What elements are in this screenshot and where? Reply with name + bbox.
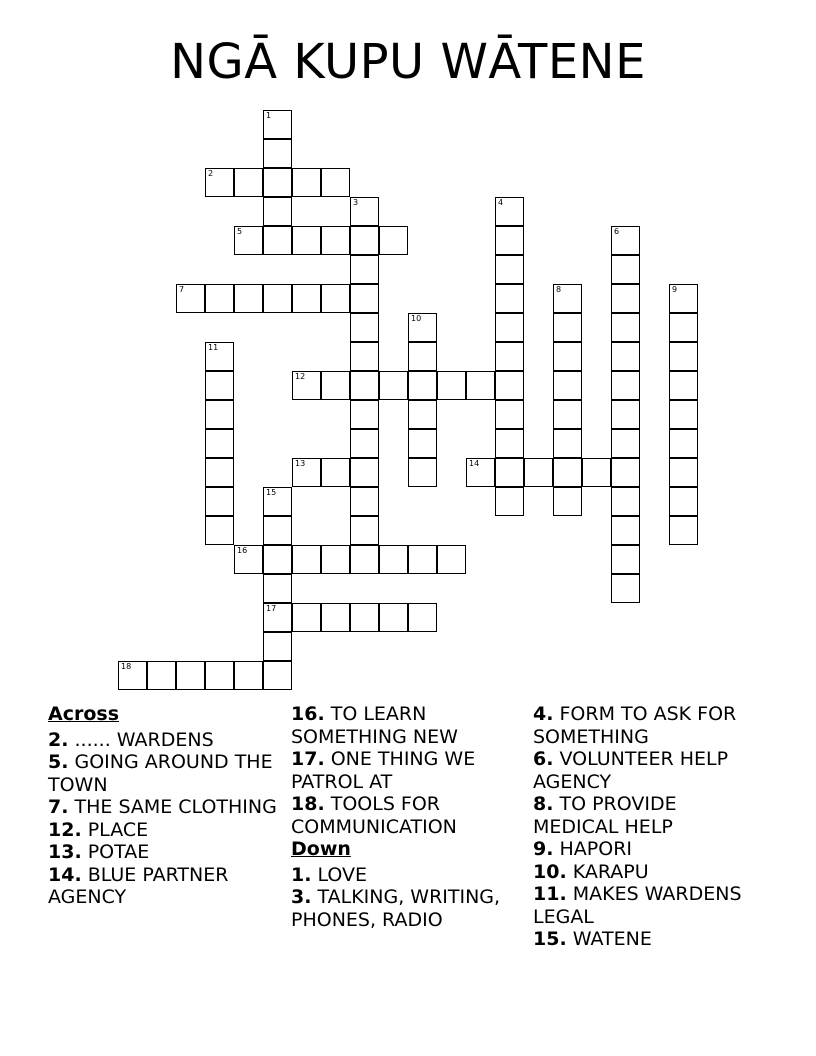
clue-item-text: WATENE [572,928,652,950]
grid-cell[interactable] [350,313,379,342]
grid-cell[interactable] [292,226,321,255]
grid-cell[interactable] [408,458,437,487]
clue-item-number: 7. [48,796,69,818]
grid-cell[interactable] [263,284,292,313]
grid-cell[interactable] [611,226,640,255]
grid-cell[interactable] [350,371,379,400]
clue-number: 3 [353,198,359,207]
clues-heading: Down [291,838,351,860]
grid-cell[interactable] [495,400,524,429]
clue-item [533,748,768,793]
clue-item-text: GOING AROUND THE TOWN [48,751,273,796]
clue-item [291,793,526,838]
grid-cell[interactable] [379,226,408,255]
clue-item [533,793,768,838]
grid-cell[interactable] [495,284,524,313]
clue-item [533,838,768,861]
grid-cell[interactable] [205,371,234,400]
grid-cell[interactable] [466,371,495,400]
grid-cell[interactable] [495,487,524,516]
grid-cell[interactable] [553,487,582,516]
grid-cell[interactable] [176,661,205,690]
grid-cell[interactable] [205,661,234,690]
grid-cell[interactable] [350,342,379,371]
grid-cell[interactable] [205,516,234,545]
grid-cell[interactable] [553,371,582,400]
grid-cell[interactable] [437,371,466,400]
grid-cell[interactable] [263,661,292,690]
grid-cell[interactable] [350,429,379,458]
grid-cell[interactable] [292,284,321,313]
grid-cell[interactable] [408,400,437,429]
clue-item-number: 1. [291,863,312,886]
clue-number: 6 [614,227,620,236]
clue-item-number: 3. [291,886,312,908]
clue-item-number: 4. [533,703,554,725]
grid-cell[interactable] [350,255,379,284]
grid-cell[interactable] [495,371,524,400]
clue-column-2 [291,703,526,931]
grid-cell[interactable] [553,429,582,458]
grid-cell[interactable] [495,226,524,255]
grid-cell[interactable] [669,400,698,429]
puzzle-title: NGĀ KUPU WĀTENE [170,34,646,90]
clue-item-number: 13. [48,841,82,863]
clue-number: 7 [179,285,185,294]
clue-number: 12 [295,372,306,381]
grid-cell[interactable] [350,487,379,516]
grid-cell[interactable] [553,458,582,487]
grid-cell[interactable] [234,168,263,197]
clue-item-number: 14. [48,863,82,886]
grid-cell[interactable] [611,342,640,371]
clue-item-number: 17. [291,748,325,770]
clue-number: 13 [295,459,306,468]
grid-cell[interactable] [321,545,350,574]
grid-cell[interactable] [234,284,263,313]
clue-item [48,819,283,842]
grid-cell[interactable] [408,603,437,632]
grid-cell[interactable] [321,284,350,313]
grid-cell[interactable] [350,197,379,226]
grid-cell[interactable] [321,226,350,255]
grid-cell[interactable] [669,458,698,487]
grid-cell[interactable] [495,197,524,226]
clue-item-text: FORM TO ASK FOR SOMETHING [533,703,737,748]
clue-number: 11 [208,343,219,352]
grid-cell[interactable] [669,371,698,400]
grid-cell[interactable] [321,458,350,487]
clue-column-1 [48,703,283,909]
grid-cell[interactable] [408,313,437,342]
grid-cell[interactable] [234,545,263,574]
grid-cell[interactable] [263,197,292,226]
grid-cell[interactable] [350,603,379,632]
clue-item-text: POTAE [87,841,150,863]
grid-cell[interactable] [553,313,582,342]
grid-cell[interactable] [205,487,234,516]
grid-cell[interactable] [263,110,292,139]
clue-item-text: VOLUNTEER HELP AGENCY [533,748,729,793]
grid-cell[interactable] [263,168,292,197]
clue-item-number: 2. [48,728,69,751]
grid-cell[interactable] [611,400,640,429]
clue-number: 10 [411,314,422,323]
grid-cell[interactable] [292,458,321,487]
clue-item [533,861,768,884]
grid-cell[interactable] [611,545,640,574]
clue-item [533,883,768,928]
grid-cell[interactable] [350,226,379,255]
grid-cell[interactable] [553,400,582,429]
grid-cell[interactable] [350,545,379,574]
clue-item [291,886,526,931]
grid-cell[interactable] [611,574,640,603]
clue-item-number: 15. [533,928,567,950]
grid-cell[interactable] [495,255,524,284]
grid-cell[interactable] [553,342,582,371]
clue-item [48,864,283,909]
grid-cell[interactable] [263,632,292,661]
clue-item [291,703,526,748]
clue-item-text: HAPORI [559,838,633,860]
grid-cell[interactable] [205,458,234,487]
clue-item [48,751,283,796]
grid-cell[interactable] [669,516,698,545]
grid-cell[interactable] [292,545,321,574]
grid-cell[interactable] [321,371,350,400]
grid-cell[interactable] [379,545,408,574]
clue-item [48,796,283,819]
clue-number: 4 [498,198,504,207]
clue-item-text: KARAPU [572,860,649,883]
grid-cell[interactable] [495,429,524,458]
clue-item [533,928,768,951]
grid-cell[interactable] [205,342,234,371]
grid-cell[interactable] [176,284,205,313]
clue-number: 17 [266,604,277,613]
clue-number: 2 [208,169,214,178]
grid-cell[interactable] [611,458,640,487]
grid-cell[interactable] [263,226,292,255]
clue-number: 16 [237,546,248,555]
grid-cell[interactable] [611,487,640,516]
grid-cell[interactable] [408,342,437,371]
grid-cell[interactable] [350,400,379,429]
grid-cell[interactable] [408,371,437,400]
grid-cell[interactable] [263,603,292,632]
grid-cell[interactable] [553,284,582,313]
grid-cell[interactable] [379,371,408,400]
clue-item-number: 8. [533,793,554,815]
grid-cell[interactable] [466,458,495,487]
grid-cell[interactable] [205,284,234,313]
grid-cell[interactable] [321,168,350,197]
grid-cell[interactable] [234,226,263,255]
grid-cell[interactable] [205,168,234,197]
clue-item-number: 10. [533,860,567,883]
clue-number: 5 [237,227,243,236]
clue-item-text: MAKES WARDENS LEGAL [533,883,742,928]
clue-number: 15 [266,488,277,497]
grid-cell[interactable] [495,313,524,342]
clue-number: 14 [469,459,480,468]
clue-item [48,729,283,752]
grid-cell[interactable] [263,139,292,168]
clue-column-3 [533,703,768,951]
clue-item-text: THE SAME CLOTHING [74,796,277,818]
grid-cell[interactable] [350,516,379,545]
grid-cell[interactable] [611,255,640,284]
clue-number: 1 [266,111,272,120]
grid-cell[interactable] [669,313,698,342]
grid-cell[interactable] [263,574,292,603]
clue-item-number: 9. [533,838,554,860]
grid-cell[interactable] [669,284,698,313]
grid-cell[interactable] [292,603,321,632]
clue-item-number: 18. [291,793,325,815]
grid-cell[interactable] [495,458,524,487]
grid-cell[interactable] [263,516,292,545]
grid-cell[interactable] [321,603,350,632]
grid-cell[interactable] [611,313,640,342]
grid-cell[interactable] [611,429,640,458]
grid-cell[interactable] [495,342,524,371]
clue-item-number: 12. [48,818,82,841]
grid-cell[interactable] [350,458,379,487]
grid-cell[interactable] [292,371,321,400]
grid-cell[interactable] [408,545,437,574]
clue-item-number: 16. [291,703,325,725]
clue-item-text: ...... WARDENS [74,728,214,751]
clue-item [291,864,526,887]
grid-cell[interactable] [669,342,698,371]
grid-cell[interactable] [669,487,698,516]
clue-item [291,748,526,793]
grid-cell[interactable] [379,603,408,632]
grid-cell[interactable] [263,545,292,574]
clue-item-text: TALKING, WRITING, PHONES, RADIO [291,886,501,931]
grid-cell[interactable] [524,458,553,487]
clue-item-text: TO PROVIDE MEDICAL HELP [533,793,677,838]
grid-cell[interactable] [118,661,147,690]
clue-number: 8 [556,285,562,294]
grid-cell[interactable] [582,458,611,487]
grid-cell[interactable] [611,371,640,400]
clue-item-number: 5. [48,751,69,773]
clues-heading: Across [48,703,120,725]
grid-cell[interactable] [611,516,640,545]
grid-cell[interactable] [669,429,698,458]
clue-item-text: BLUE PARTNER AGENCY [48,863,229,908]
clue-item-number: 6. [533,748,554,770]
clue-item-text: TOOLS FOR COMMUNICATION [291,793,457,838]
clue-number: 18 [121,662,132,671]
clue-item [48,841,283,864]
grid-cell[interactable] [263,487,292,516]
grid-cell[interactable] [205,429,234,458]
clue-item-text: ONE THING WE PATROL AT [291,748,476,793]
clue-number: 9 [672,285,678,294]
grid-cell[interactable] [437,545,466,574]
grid-cell[interactable] [611,284,640,313]
grid-cell[interactable] [408,429,437,458]
clue-item-text: PLACE [87,818,149,841]
clue-item-number: 11. [533,883,567,905]
grid-cell[interactable] [205,400,234,429]
grid-cell[interactable] [350,284,379,313]
clue-item-text: LOVE [317,863,368,886]
clue-item [533,703,768,748]
grid-cell[interactable] [292,168,321,197]
clue-item-text: TO LEARN SOMETHING NEW [291,703,458,748]
grid-cell[interactable] [234,661,263,690]
grid-cell[interactable] [147,661,176,690]
